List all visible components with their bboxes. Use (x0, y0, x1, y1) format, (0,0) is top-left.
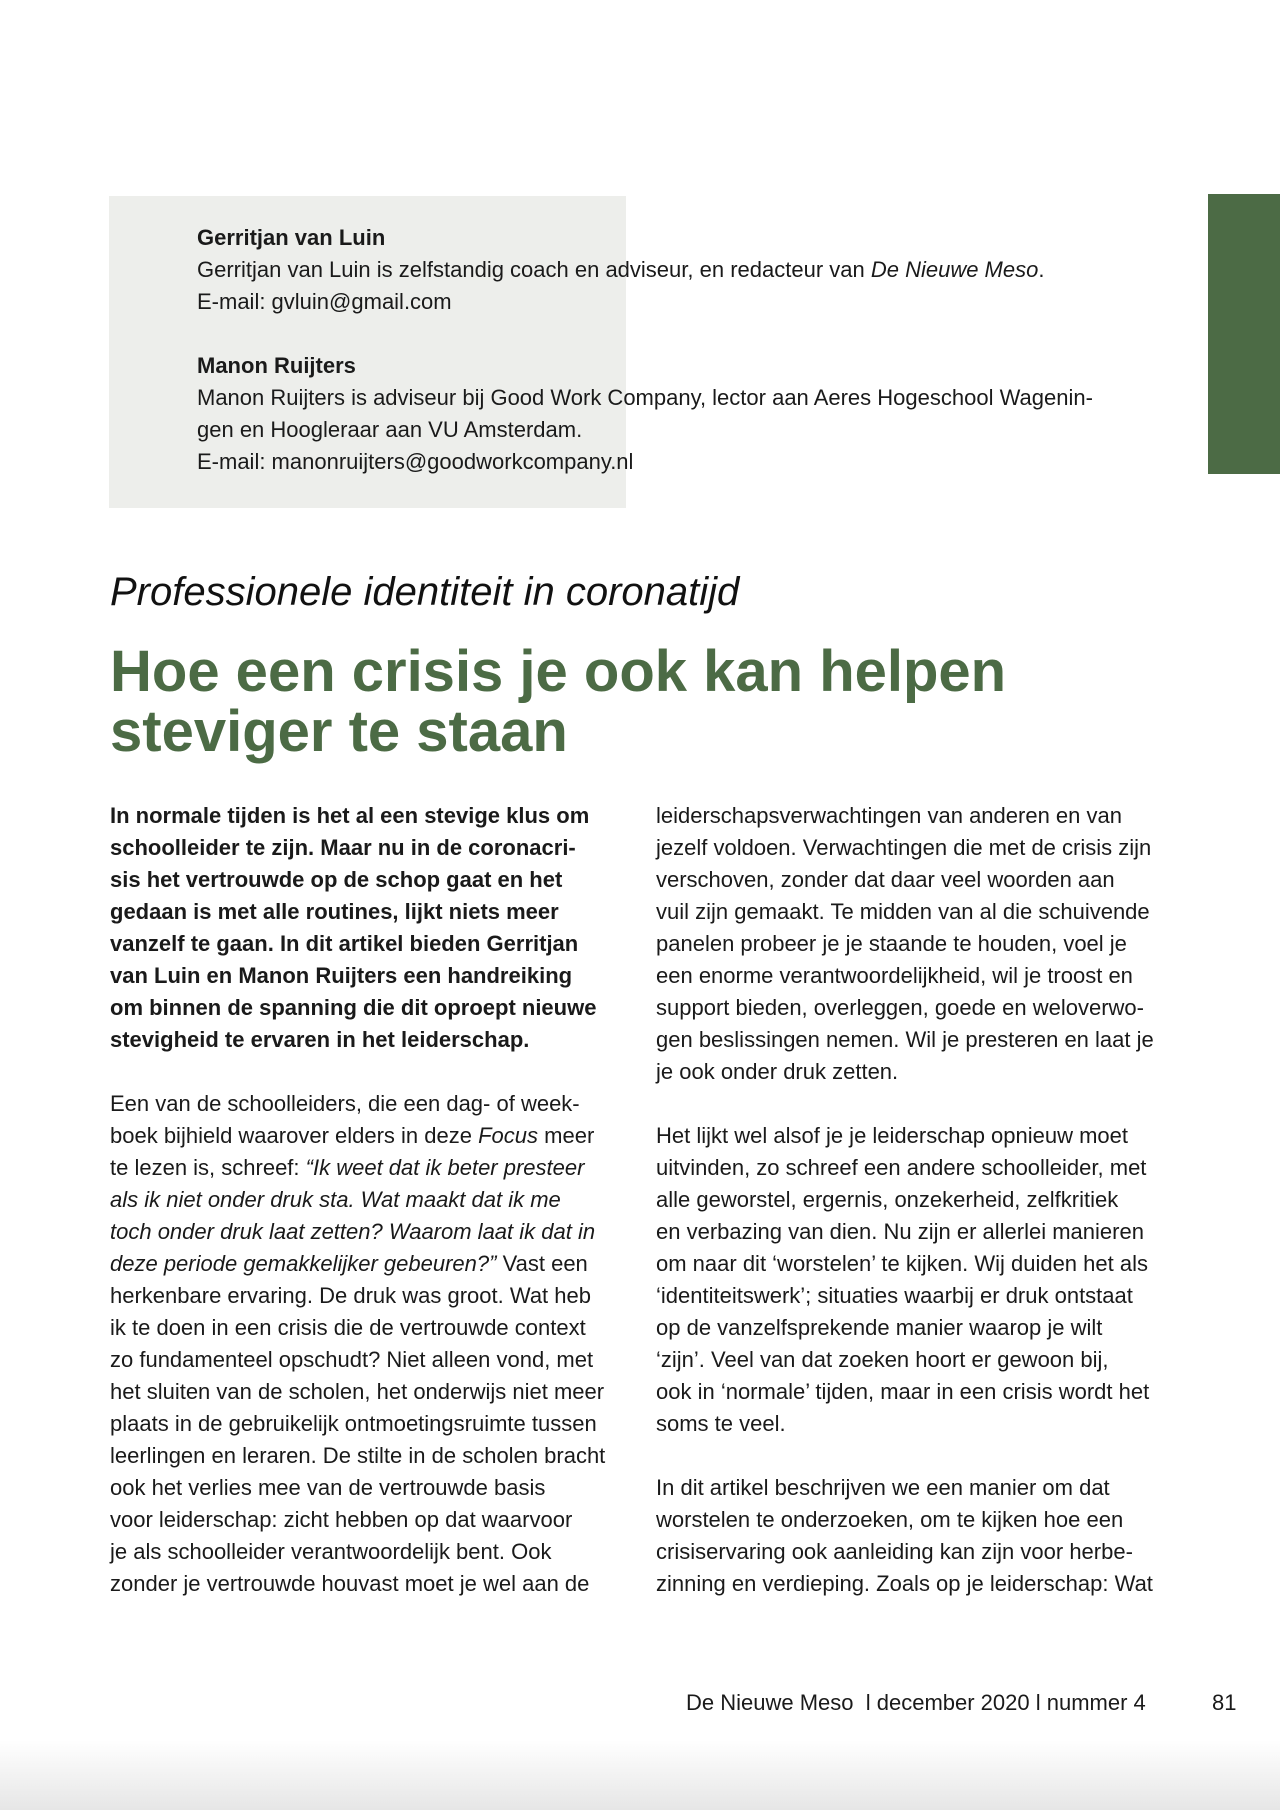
body-paragraph (656, 1120, 1172, 1440)
lead-line: schoolleider te zijn. Maar nu in de coronacri- (110, 835, 576, 860)
body-line: worstelen te onderzoeken, om te kijken hoe een (656, 1507, 1124, 1532)
body-line: ook het verlies mee van de vertrouwde basis (110, 1475, 546, 1500)
author-bio-line: Manon Ruijters is adviseur bij Good Work Company, lector aan Aeres Hogeschool Wagenin- (197, 385, 1093, 410)
body-line: herkenbare ervaring. De druk was groot. Wat heb (110, 1283, 591, 1308)
author-name: Manon Ruijters (197, 353, 356, 378)
quote-text: deze periode gemakkelijker gebeuren?” (110, 1251, 497, 1276)
lead-line: om binnen de spanning die dit oproept nieuwe (110, 995, 597, 1020)
body-line: zo fundamenteel opschudt? Niet alleen vond, met (110, 1347, 594, 1372)
article-lead (110, 800, 630, 1056)
body-line: leerlingen en leraren. De stilte in de scholen bracht (110, 1443, 606, 1468)
body-line: ook in ‘normale’ tijden, maar in een crisis wordt het (656, 1379, 1150, 1404)
body-continuation (110, 1280, 630, 1600)
page-number: 81 (1212, 1690, 1237, 1715)
body-line: soms te veel. (656, 1411, 786, 1436)
author-name: Gerritjan van Luin (197, 225, 386, 250)
body-line: ‘zijn’. Veel van dat zoeken hoort er gewoon bij, (656, 1347, 1109, 1372)
body-text: boek bijhield waarover elders in deze (110, 1123, 479, 1148)
body-line: jezelf voldoen. Verwachtingen die met de crisis zijn (656, 835, 1152, 860)
author-credits (197, 222, 1137, 478)
body-line: voor leiderschap: zicht hebben op dat waarvoor (110, 1507, 573, 1532)
body-paragraph (656, 800, 1172, 1088)
author-bio-line (197, 254, 1137, 286)
body-paragraph (656, 1472, 1172, 1600)
author-bio-text: Gerritjan van Luin is zelfstandig coach en adviseur, en redacteur van (197, 257, 871, 282)
lead-line: gedaan is met alle routines, lijkt niets meer (110, 899, 559, 924)
author-email: E-mail: gvluin@gmail.com (197, 289, 452, 314)
journal-title: De Nieuwe Meso (870, 257, 1039, 282)
body-line: ‘identiteitswerk’; situaties waarbij er druk ontstaat (656, 1283, 1133, 1308)
body-line: ik te doen in een crisis die de vertrouwde context (110, 1315, 586, 1340)
body-text: Vast een (496, 1251, 588, 1276)
author-bio-line: gen en Hoogleraar aan VU Amsterdam. (197, 417, 583, 442)
body-text: te lezen is, schreef: (110, 1155, 306, 1180)
quote-line: als ik niet onder druk sta. Wat maakt dat ik me (110, 1187, 561, 1212)
headline-line: steviger te staan (110, 699, 568, 764)
body-line: support bieden, overleggen, goede en weloverwo- (656, 995, 1144, 1020)
body-line: zinning en verdieping. Zoals op je leiderschap: Wat (656, 1571, 1153, 1596)
body-paragraph (110, 1088, 630, 1600)
body-line: crisiservaring ook aanleiding kan zijn voor herbe- (656, 1539, 1133, 1564)
page-edge-shadow (0, 1740, 1280, 1810)
headline-line: Hoe een crisis je ook kan helpen (110, 639, 1007, 704)
body-line: verschoven, zonder dat daar veel woorden aan (656, 867, 1115, 892)
body-line: uitvinden, zo schreef een andere schoolleider, met (656, 1155, 1147, 1180)
body-line: plaats in de gebruikelijk ontmoetingsruimte tussen (110, 1411, 597, 1436)
body-line: om naar dit ‘worstelen’ te kijken. Wij duiden het als (656, 1251, 1148, 1276)
quote-text: “Ik weet dat ik beter presteer (305, 1155, 585, 1180)
article-kicker: Professionele identiteit in coronatijd (110, 570, 740, 614)
section-color-tab (1208, 194, 1280, 474)
body-line: je als schoolleider verantwoordelijk bent. Ook (110, 1539, 552, 1564)
quote-line: toch onder druk laat zetten? Waarom laat ik dat in (110, 1219, 596, 1244)
body-line: leiderschapsverwachtingen van anderen en van (656, 803, 1122, 828)
magazine-title: Focus (478, 1123, 539, 1148)
lead-line: stevigheid te ervaren in het leiderschap. (110, 1027, 530, 1052)
body-line: Een van de schoolleiders, die een dag- of week- (110, 1091, 580, 1116)
body-line: op de vanzelfsprekende manier waarop je wilt (656, 1315, 1103, 1340)
page-footer: De Nieuwe Meso l december 2020 l nummer 4 (686, 1690, 1146, 1715)
lead-line: vanzelf te gaan. In dit artikel bieden Gerritjan (110, 931, 579, 956)
body-line (110, 1120, 630, 1152)
body-line: een enorme verantwoordelijkheid, wil je troost en (656, 963, 1133, 988)
body-line: het sluiten van de scholen, het onderwijs niet meer (110, 1379, 605, 1404)
body-line (110, 1248, 630, 1280)
author-bio-text: . (1038, 257, 1045, 282)
body-line: en verbazing van dien. Nu zijn er allerlei manieren (656, 1219, 1144, 1244)
body-line (110, 1152, 630, 1184)
body-line: gen beslissingen nemen. Wil je presteren en laat je (656, 1027, 1154, 1052)
body-line: zonder je vertrouwde houvast moet je wel aan de (110, 1571, 590, 1596)
lead-line: sis het vertrouwde op de schop gaat en het (110, 867, 563, 892)
lead-line: In normale tijden is het al een stevige klus om (110, 803, 590, 828)
body-text: meer (538, 1123, 595, 1148)
article-headline (110, 639, 1070, 764)
article-column-right (656, 800, 1172, 1600)
lead-line: van Luin en Manon Ruijters een handreiking (110, 963, 573, 988)
body-line: Het lijkt wel alsof je je leiderschap opnieuw moet (656, 1123, 1129, 1148)
body-line: alle geworstel, ergernis, onzekerheid, zelfkritiek (656, 1187, 1119, 1212)
author-email: E-mail: manonruijters@goodworkcompany.nl (197, 449, 634, 474)
body-line: je ook onder druk zetten. (656, 1059, 899, 1084)
body-line: In dit artikel beschrijven we een manier om dat (656, 1475, 1110, 1500)
article-column-left (110, 800, 630, 1600)
body-line: vuil zijn gemaakt. Te midden van al die schuivende (656, 899, 1150, 924)
body-line: panelen probeer je je staande te houden, voel je (656, 931, 1127, 956)
